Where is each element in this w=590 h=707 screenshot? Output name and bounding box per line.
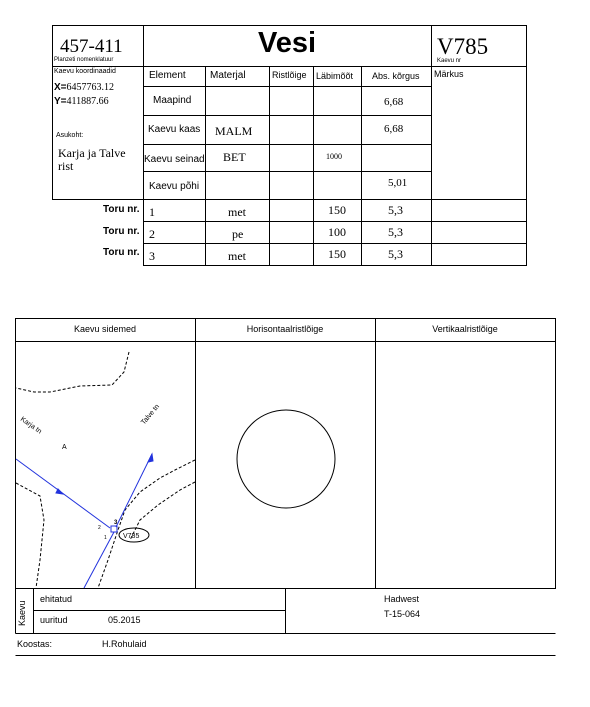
- footer-surveyed-date: 05.2015: [108, 615, 141, 625]
- plan-number: 457-411: [60, 36, 123, 57]
- well-number: V785: [437, 34, 489, 59]
- footer-side-label: Kaevu: [17, 600, 27, 626]
- pipe-diameter-1: 150: [328, 203, 346, 217]
- pipe-num-1: 1: [149, 205, 155, 219]
- street-edge-west: [16, 483, 44, 588]
- map-letter-a: A: [62, 444, 67, 451]
- coord-y: Y=411887.66: [54, 96, 109, 107]
- row-height-0: 6,68: [384, 96, 404, 108]
- header-material: Materjal: [210, 70, 246, 81]
- location-text: Karja ja Talve rist: [58, 146, 126, 173]
- footer-project-code: T-15-064: [384, 609, 421, 619]
- section-vertical: Vertikaalristlõige: [432, 324, 498, 334]
- row-element-1: Kaevu kaas: [148, 124, 201, 135]
- header-abs-height: Abs. kõrgus: [372, 71, 420, 81]
- page-title: Vesi: [258, 27, 317, 59]
- pipe-height-2: 5,3: [388, 225, 403, 239]
- pipe-num-2: 2: [149, 227, 155, 241]
- header-element: Element: [149, 70, 186, 81]
- row-material-2: BET: [223, 150, 246, 164]
- coord-x: X=6457763.12: [54, 82, 115, 93]
- pipe-diameter-3: 150: [328, 247, 346, 261]
- row-element-0: Maapind: [153, 95, 192, 106]
- header-cross-section: Ristlõige: [272, 70, 307, 80]
- pipe-material-3: met: [228, 249, 246, 263]
- pipe-diameter-2: 100: [328, 225, 346, 239]
- pipe-height-3: 5,3: [388, 247, 403, 261]
- header-remark: Märkus: [434, 69, 464, 79]
- pipe-height-1: 5,3: [388, 203, 403, 217]
- footer-compiler-label: Koostas:: [17, 639, 53, 649]
- coords-caption: Kaevu koordinaadid: [54, 68, 116, 75]
- street-label-karja: Karja tn: [18, 415, 43, 436]
- section-connections: Kaevu sidemed: [73, 324, 137, 334]
- header-diameter: Läbimõõt: [316, 71, 354, 81]
- pipe-number-2: 2: [98, 525, 101, 531]
- pipe-number-1: 1: [104, 535, 107, 541]
- pipe-num-3: 3: [149, 249, 155, 263]
- street-edge-east-2: [130, 482, 195, 540]
- plan-caption: Planzeti nomenklatuur: [54, 57, 114, 63]
- pipe-material-1: met: [228, 205, 246, 219]
- row-element-3: Kaevu põhi: [149, 181, 200, 192]
- pipe-3-line: [116, 454, 152, 527]
- pipe-2-line: [84, 532, 114, 588]
- row-height-3: 5,01: [388, 177, 408, 189]
- footer-compiler-name: H.Rohulaid: [102, 639, 147, 649]
- row-height-1: 6,68: [384, 123, 404, 135]
- location-caption: Asukoht:: [56, 132, 84, 139]
- row-element-2: Kaevu seinad: [144, 154, 205, 165]
- map-well-label: V785: [123, 533, 140, 540]
- pipe-label-1: Toru nr.: [103, 204, 140, 215]
- footer-company: Hadwest: [384, 594, 420, 604]
- pipe-label-3: Toru nr.: [103, 247, 140, 258]
- row-diameter-2: 1000: [326, 152, 342, 161]
- street-edge-east: [98, 460, 195, 588]
- street-edge-north: [16, 352, 129, 392]
- row-material-1: MALM: [215, 124, 253, 138]
- pipe-material-2: pe: [232, 227, 244, 241]
- pipe-3-arrow: [148, 454, 153, 462]
- pipe-label-2: Toru nr.: [103, 226, 140, 237]
- footer-surveyed-label: uuritud: [40, 615, 68, 625]
- pipe-number-3: 3: [114, 520, 118, 526]
- footer-built-label: ehitatud: [40, 594, 73, 604]
- well-caption: Kaevu nr: [437, 58, 462, 64]
- section-horizontal: Horisontaalristlõige: [246, 324, 324, 334]
- street-label-talve: Talve tn: [140, 403, 162, 427]
